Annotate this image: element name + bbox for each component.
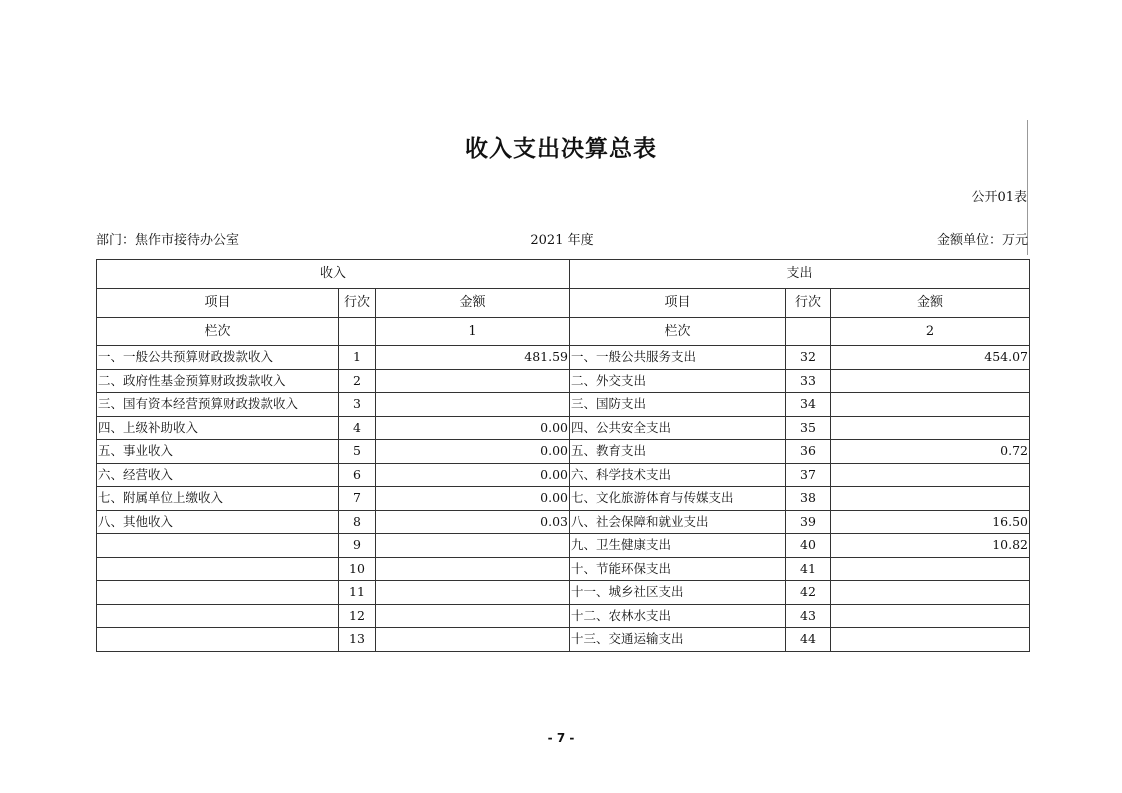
column-number-row — [97, 318, 1030, 346]
expense-amount-cell — [831, 463, 1030, 487]
expense-rowno-cell: 44 — [786, 628, 831, 652]
expense-column-blank — [786, 318, 831, 346]
expense-rowno-cell: 43 — [786, 604, 831, 628]
expense-rowno-cell: 39 — [786, 510, 831, 534]
income-amount-cell: 481.59 — [376, 346, 570, 370]
expense-amount-cell — [831, 581, 1030, 605]
income-amount-cell: 0.00 — [376, 440, 570, 464]
expense-item-cell: 十三、交通运输支出 — [570, 628, 786, 652]
income-rowno-cell: 7 — [339, 487, 376, 511]
expense-rowno-cell: 32 — [786, 346, 831, 370]
expense-amount-header: 金额 — [831, 289, 1030, 318]
income-item-cell — [97, 557, 339, 581]
income-amount-cell: 0.03 — [376, 510, 570, 534]
table-row — [97, 346, 1030, 370]
expense-rowno-cell: 37 — [786, 463, 831, 487]
income-amount-header: 金额 — [376, 289, 570, 318]
income-rowno-cell: 3 — [339, 393, 376, 417]
income-item-cell — [97, 604, 339, 628]
expense-column-label: 栏次 — [570, 318, 786, 346]
expense-rowno-cell: 34 — [786, 393, 831, 417]
income-item-cell: 八、其他收入 — [97, 510, 339, 534]
income-column-label: 栏次 — [97, 318, 339, 346]
income-rowno-cell: 4 — [339, 416, 376, 440]
income-rowno-cell: 9 — [339, 534, 376, 558]
expense-amount-cell — [831, 369, 1030, 393]
expense-rowno-cell: 42 — [786, 581, 831, 605]
income-expense-table — [96, 259, 1030, 652]
table-row — [97, 463, 1030, 487]
table-row — [97, 604, 1030, 628]
expense-rowno-header: 行次 — [786, 289, 831, 318]
table-row — [97, 393, 1030, 417]
income-item-cell: 四、上级补助收入 — [97, 416, 339, 440]
income-item-cell: 二、政府性基金预算财政拨款收入 — [97, 369, 339, 393]
expense-amount-cell: 16.50 — [831, 510, 1030, 534]
expense-section-header: 支出 — [570, 260, 1030, 289]
expense-item-cell: 四、公共安全支出 — [570, 416, 786, 440]
income-amount-cell — [376, 534, 570, 558]
income-amount-cell — [376, 604, 570, 628]
expense-amount-cell: 0.72 — [831, 440, 1030, 464]
income-amount-cell: 0.00 — [376, 463, 570, 487]
income-item-cell: 五、事业收入 — [97, 440, 339, 464]
income-column-blank — [339, 318, 376, 346]
page-number: - 7 - — [547, 731, 575, 745]
income-amount-cell — [376, 628, 570, 652]
table-row — [97, 510, 1030, 534]
table-row — [97, 440, 1030, 464]
income-item-cell — [97, 581, 339, 605]
income-rowno-cell: 8 — [339, 510, 376, 534]
expense-amount-cell — [831, 487, 1030, 511]
income-item-cell: 三、国有资本经营预算财政拨款收入 — [97, 393, 339, 417]
expense-rowno-cell: 36 — [786, 440, 831, 464]
income-amount-cell — [376, 393, 570, 417]
table-row — [97, 628, 1030, 652]
expense-rowno-cell: 41 — [786, 557, 831, 581]
income-rowno-cell: 10 — [339, 557, 376, 581]
currency-unit: 金额单位：万元 — [936, 232, 1028, 248]
income-section-header: 收入 — [97, 260, 570, 289]
expense-rowno-cell: 38 — [786, 487, 831, 511]
income-item-cell: 七、附属单位上缴收入 — [97, 487, 339, 511]
page-title: 收入支出决算总表 — [465, 136, 657, 162]
income-column-number: 1 — [376, 318, 570, 346]
expense-item-cell: 五、教育支出 — [570, 440, 786, 464]
income-amount-cell — [376, 557, 570, 581]
fiscal-year: 2021 年度 — [530, 232, 594, 248]
expense-item-cell: 七、文化旅游体育与传媒支出 — [570, 487, 786, 511]
table-row — [97, 369, 1030, 393]
income-amount-cell — [376, 369, 570, 393]
department-label: 部门：焦作市接待办公室 — [96, 232, 240, 248]
table-row — [97, 487, 1030, 511]
income-item-cell — [97, 628, 339, 652]
income-item-cell: 六、经营收入 — [97, 463, 339, 487]
expense-amount-cell — [831, 557, 1030, 581]
expense-item-cell: 三、国防支出 — [570, 393, 786, 417]
income-rowno-header: 行次 — [339, 289, 376, 318]
expense-amount-cell: 10.82 — [831, 534, 1030, 558]
income-item-cell — [97, 534, 339, 558]
expense-rowno-cell: 40 — [786, 534, 831, 558]
income-rowno-cell: 11 — [339, 581, 376, 605]
expense-item-cell: 二、外交支出 — [570, 369, 786, 393]
table-row — [97, 581, 1030, 605]
table-row — [97, 534, 1030, 558]
income-amount-cell: 0.00 — [376, 487, 570, 511]
expense-item-cell: 八、社会保障和就业支出 — [570, 510, 786, 534]
expense-item-cell: 十二、农林水支出 — [570, 604, 786, 628]
income-rowno-cell: 12 — [339, 604, 376, 628]
expense-amount-cell: 454.07 — [831, 346, 1030, 370]
expense-item-cell: 九、卫生健康支出 — [570, 534, 786, 558]
expense-amount-cell — [831, 393, 1030, 417]
table-row — [97, 416, 1030, 440]
section-header-row — [97, 260, 1030, 289]
income-rowno-cell: 6 — [339, 463, 376, 487]
expense-item-cell: 六、科学技术支出 — [570, 463, 786, 487]
meta-row — [96, 228, 1028, 248]
income-amount-cell: 0.00 — [376, 416, 570, 440]
income-item-cell: 一、一般公共预算财政拨款收入 — [97, 346, 339, 370]
expense-amount-cell — [831, 604, 1030, 628]
table-row — [97, 557, 1030, 581]
income-rowno-cell: 5 — [339, 440, 376, 464]
expense-rowno-cell: 33 — [786, 369, 831, 393]
expense-item-header: 项目 — [570, 289, 786, 318]
income-item-header: 项目 — [97, 289, 339, 318]
expense-item-cell: 十一、城乡社区支出 — [570, 581, 786, 605]
income-rowno-cell: 1 — [339, 346, 376, 370]
income-rowno-cell: 2 — [339, 369, 376, 393]
expense-item-cell: 十、节能环保支出 — [570, 557, 786, 581]
form-code: 公开01表 — [971, 190, 1027, 205]
column-header-row — [97, 289, 1030, 318]
income-amount-cell — [376, 581, 570, 605]
expense-column-number: 2 — [831, 318, 1030, 346]
expense-rowno-cell: 35 — [786, 416, 831, 440]
income-rowno-cell: 13 — [339, 628, 376, 652]
expense-amount-cell — [831, 628, 1030, 652]
expense-amount-cell — [831, 416, 1030, 440]
expense-item-cell: 一、一般公共服务支出 — [570, 346, 786, 370]
